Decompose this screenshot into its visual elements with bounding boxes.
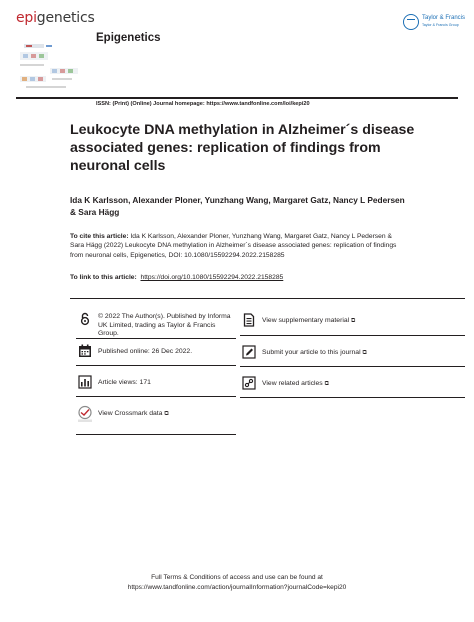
related-articles-link[interactable] xyxy=(262,380,329,389)
link-icon xyxy=(242,376,256,390)
publisher-logo xyxy=(403,14,465,32)
article-link-block xyxy=(70,274,283,281)
copyright-statement: © 2022 The Author(s). Published by Informa UK Limited, trading as Taylor & Francis Group. xyxy=(98,313,231,338)
article-link-label: To link to this article: xyxy=(70,274,137,281)
pencil-icon xyxy=(242,345,256,359)
article-title: Leukocyte DNA methylation in Alzheimer´s disease associated genes: replication of findings from neuronal cells xyxy=(70,122,415,174)
submit-article-label[interactable]: Submit your article to this journal xyxy=(262,349,361,356)
section-divider xyxy=(70,298,465,299)
external-link-icon: ⧉ xyxy=(164,411,169,417)
terms-link[interactable]: https://www.tandfonline.com/action/journalInformation?journalCode=kepi20 xyxy=(127,583,347,591)
row-divider xyxy=(240,366,465,367)
publisher-logo-subtext: Taylor & Francis Group xyxy=(422,23,459,27)
journal-logo-epi: epi xyxy=(16,10,37,26)
header-divider xyxy=(16,97,458,99)
journal-cover-thumbnail xyxy=(16,38,84,94)
row-divider xyxy=(76,434,236,435)
journal-logo-genetics: genetics xyxy=(36,10,95,26)
calendar-icon xyxy=(78,344,92,358)
external-link-icon: ⧉ xyxy=(362,350,367,356)
terms-footer xyxy=(0,573,474,592)
view-crossmark-label[interactable]: View Crossmark data xyxy=(98,410,163,417)
article-views: Article views: 171 xyxy=(98,379,151,386)
row-divider xyxy=(76,396,236,397)
view-crossmark-link[interactable] xyxy=(98,410,169,419)
row-divider xyxy=(240,397,465,398)
citation-text: Ida K Karlsson, Alexander Ploner, Yunzhang Wang, Margaret Gatz, Nancy L Pedersen & Sara Hägg (2022) Leukocyte DNA methylation in Alzheimer´s disease associated genes: replication of findings from neuronal cells, Epigenetics, DOI: 10.1080/15592294.2022.2158285 xyxy=(70,233,397,259)
journal-name[interactable]: Epigenetics xyxy=(96,32,161,44)
external-link-icon: ⧉ xyxy=(324,381,329,387)
citation-block xyxy=(70,232,400,260)
issn-line: ISSN: (Print) (Online) Journal homepage: https://www.tandfonline.com/loi/kepi20 xyxy=(96,101,310,107)
document-icon xyxy=(242,313,256,327)
terms-text: Full Terms & Conditions of access and use can be found at xyxy=(151,574,323,581)
article-authors: Ida K Karlsson, Alexander Ploner, Yunzhang Wang, Margaret Gatz, Nancy L Pedersen & Sara Hägg xyxy=(70,195,405,217)
submit-article-link[interactable] xyxy=(262,349,367,358)
bar-chart-icon xyxy=(78,375,92,389)
external-link-icon: ⧉ xyxy=(351,318,356,324)
citation-label: To cite this article: xyxy=(70,233,129,240)
crossmark-icon[interactable] xyxy=(76,405,94,423)
view-supplementary-label[interactable]: View supplementary material xyxy=(262,317,350,324)
row-divider xyxy=(76,338,236,339)
open-access-icon xyxy=(78,312,92,326)
row-divider xyxy=(76,365,236,366)
journal-logo xyxy=(16,10,95,26)
published-online: Published online: 26 Dec 2022. xyxy=(98,348,193,355)
doi-link[interactable]: https://doi.org/10.1080/15592294.2022.2158285 xyxy=(140,274,284,281)
publisher-logo-text: Taylor & Francis xyxy=(422,15,466,21)
view-supplementary-link[interactable] xyxy=(262,317,355,326)
publisher-logo-icon xyxy=(403,14,419,30)
related-articles-label[interactable]: View related articles xyxy=(262,380,323,387)
row-divider xyxy=(240,335,465,336)
